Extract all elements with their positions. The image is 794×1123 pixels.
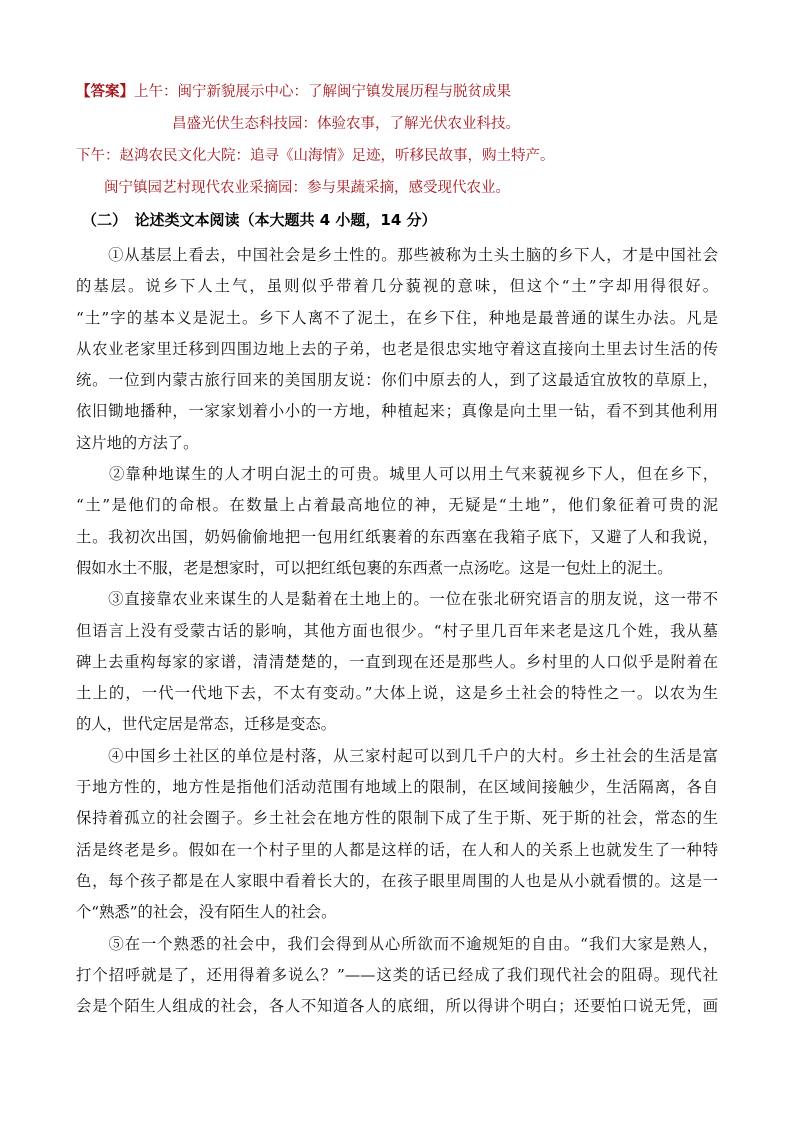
answer-line-2: 昌盛光伏生态科技园：体验农事，了解光伏农业科技。 bbox=[172, 116, 520, 132]
body-line: 打个招呼就是了，还用得着多说么？”——这类的话已经成了我们现代社会的阻碍。现代社 bbox=[76, 965, 718, 984]
section-title: （二） 论述类文本阅读（本大题共 4 小题，14 分） bbox=[82, 211, 437, 229]
answer-line-1-text: 上午：闽宁新貌展示中心：了解闽宁镇发展历程与脱贫成果 bbox=[134, 84, 511, 100]
answer-line-4: 闽宁镇园艺村现代农业采摘园：参与果蔬采摘，感受现代农业。 bbox=[104, 180, 510, 196]
body-line: 依旧锄地播种，一家家划着小小的一方地，种植起来；真像是向土里一钻，看不到其他利用 bbox=[76, 402, 718, 421]
body-line: 假如水土不服，老是想家时，可以把红纸包裹的东西煮一点汤吃。这是一包灶上的泥土。 bbox=[76, 558, 673, 577]
body-line: 会是个陌生人组成的社会，各人不知道各人的底细，所以得讲个明白；还要怕口说无凭，画 bbox=[76, 997, 718, 1016]
answer-line-1 bbox=[76, 82, 511, 102]
body-line: “土”字的基本义是泥土。乡下人离不了泥土，在乡下住，种地是最普通的谋生办法。凡是 bbox=[76, 308, 718, 327]
body-line: 活是终老是乡。假如在一个村子里的人都是这样的话，在人和人的关系上也就发生了一种特 bbox=[76, 840, 718, 859]
body-line: 统。一位到内蒙古旅行回来的美国朋友说：你们中原去的人，到了这最适宜放牧的草原上， bbox=[76, 371, 718, 390]
body-line: ④中国乡土社区的单位是村落，从三家村起可以到几千户的大村。乡土社会的生活是富 bbox=[76, 746, 718, 765]
body-line: 这片地的方法了。 bbox=[76, 433, 199, 452]
body-line: 个“熟悉”的社会，没有陌生人的社会。 bbox=[76, 903, 337, 922]
body-line: 土。我初次出国，奶妈偷偷地把一包用红纸裹着的东西塞在我箱子底下，又避了人和我说， bbox=[76, 527, 718, 546]
body-line: 但语言上没有受蒙古话的影响，其他方面也很少。“村子里几百年来老是这几个姓，我从墓 bbox=[76, 621, 718, 640]
body-line: 保持着孤立的社会圈子。乡土社会在地方性的限制下成了生于斯、死于斯的社会，常态的生 bbox=[76, 809, 718, 828]
body-line: “土”是他们的命根。在数量上占着最高地位的神，无疑是“土地”，他们象征着可贵的泥 bbox=[76, 496, 718, 515]
body-line: ⑤在一个熟悉的社会中，我们会得到从心所欲而不逾规矩的自由。“我们大家是熟人， bbox=[76, 934, 718, 953]
body-line: ②靠种地谋生的人才明白泥土的可贵。城里人可以用土气来藐视乡下人，但在乡下， bbox=[76, 465, 718, 484]
body-line: 的人，世代定居是常态，迁移是变态。 bbox=[76, 715, 337, 734]
answer-line-3: 下午：赵鸿农民文化大院：追寻《山海情》足迹，听移民故事，购土特产。 bbox=[76, 148, 555, 164]
answer-tag: 【答案】 bbox=[76, 84, 134, 100]
body-line: ①从基层上看去，中国社会是乡土性的。那些被称为土头土脑的乡下人，才是中国社会 bbox=[76, 246, 718, 264]
body-line: 从农业老家里迁移到四围边地上去的子弟，也老是很忠实地守着这直接向土里去讨生活的传 bbox=[76, 339, 718, 358]
body-line: 碑上去重构每家的家谱，清清楚楚的，一直到现在还是那些人。乡村里的人口似乎是附着在 bbox=[76, 652, 718, 671]
body-line: 土上的，一代一代地下去，不太有变动。”大体上说，这是乡土社会的特性之一。以农为生 bbox=[76, 684, 718, 703]
body-line: ③直接靠农业来谋生的人是黏着在土地上的。一位在张北研究语言的朋友说，这一带不 bbox=[76, 590, 718, 609]
essay-body bbox=[76, 240, 718, 1022]
body-line: 于地方性的，地方性是指他们活动范围有地域上的限制，在区域间接触少，生活隔离，各自 bbox=[76, 778, 718, 797]
body-line: 色，每个孩子都是在人家眼中看着长大的，在孩子眼里周围的人也是从小就看惯的。这是一 bbox=[76, 871, 718, 890]
body-line: 的基层。说乡下人土气，虽则似乎带着几分藐视的意味，但这个“土”字却用得很好。 bbox=[76, 277, 718, 296]
